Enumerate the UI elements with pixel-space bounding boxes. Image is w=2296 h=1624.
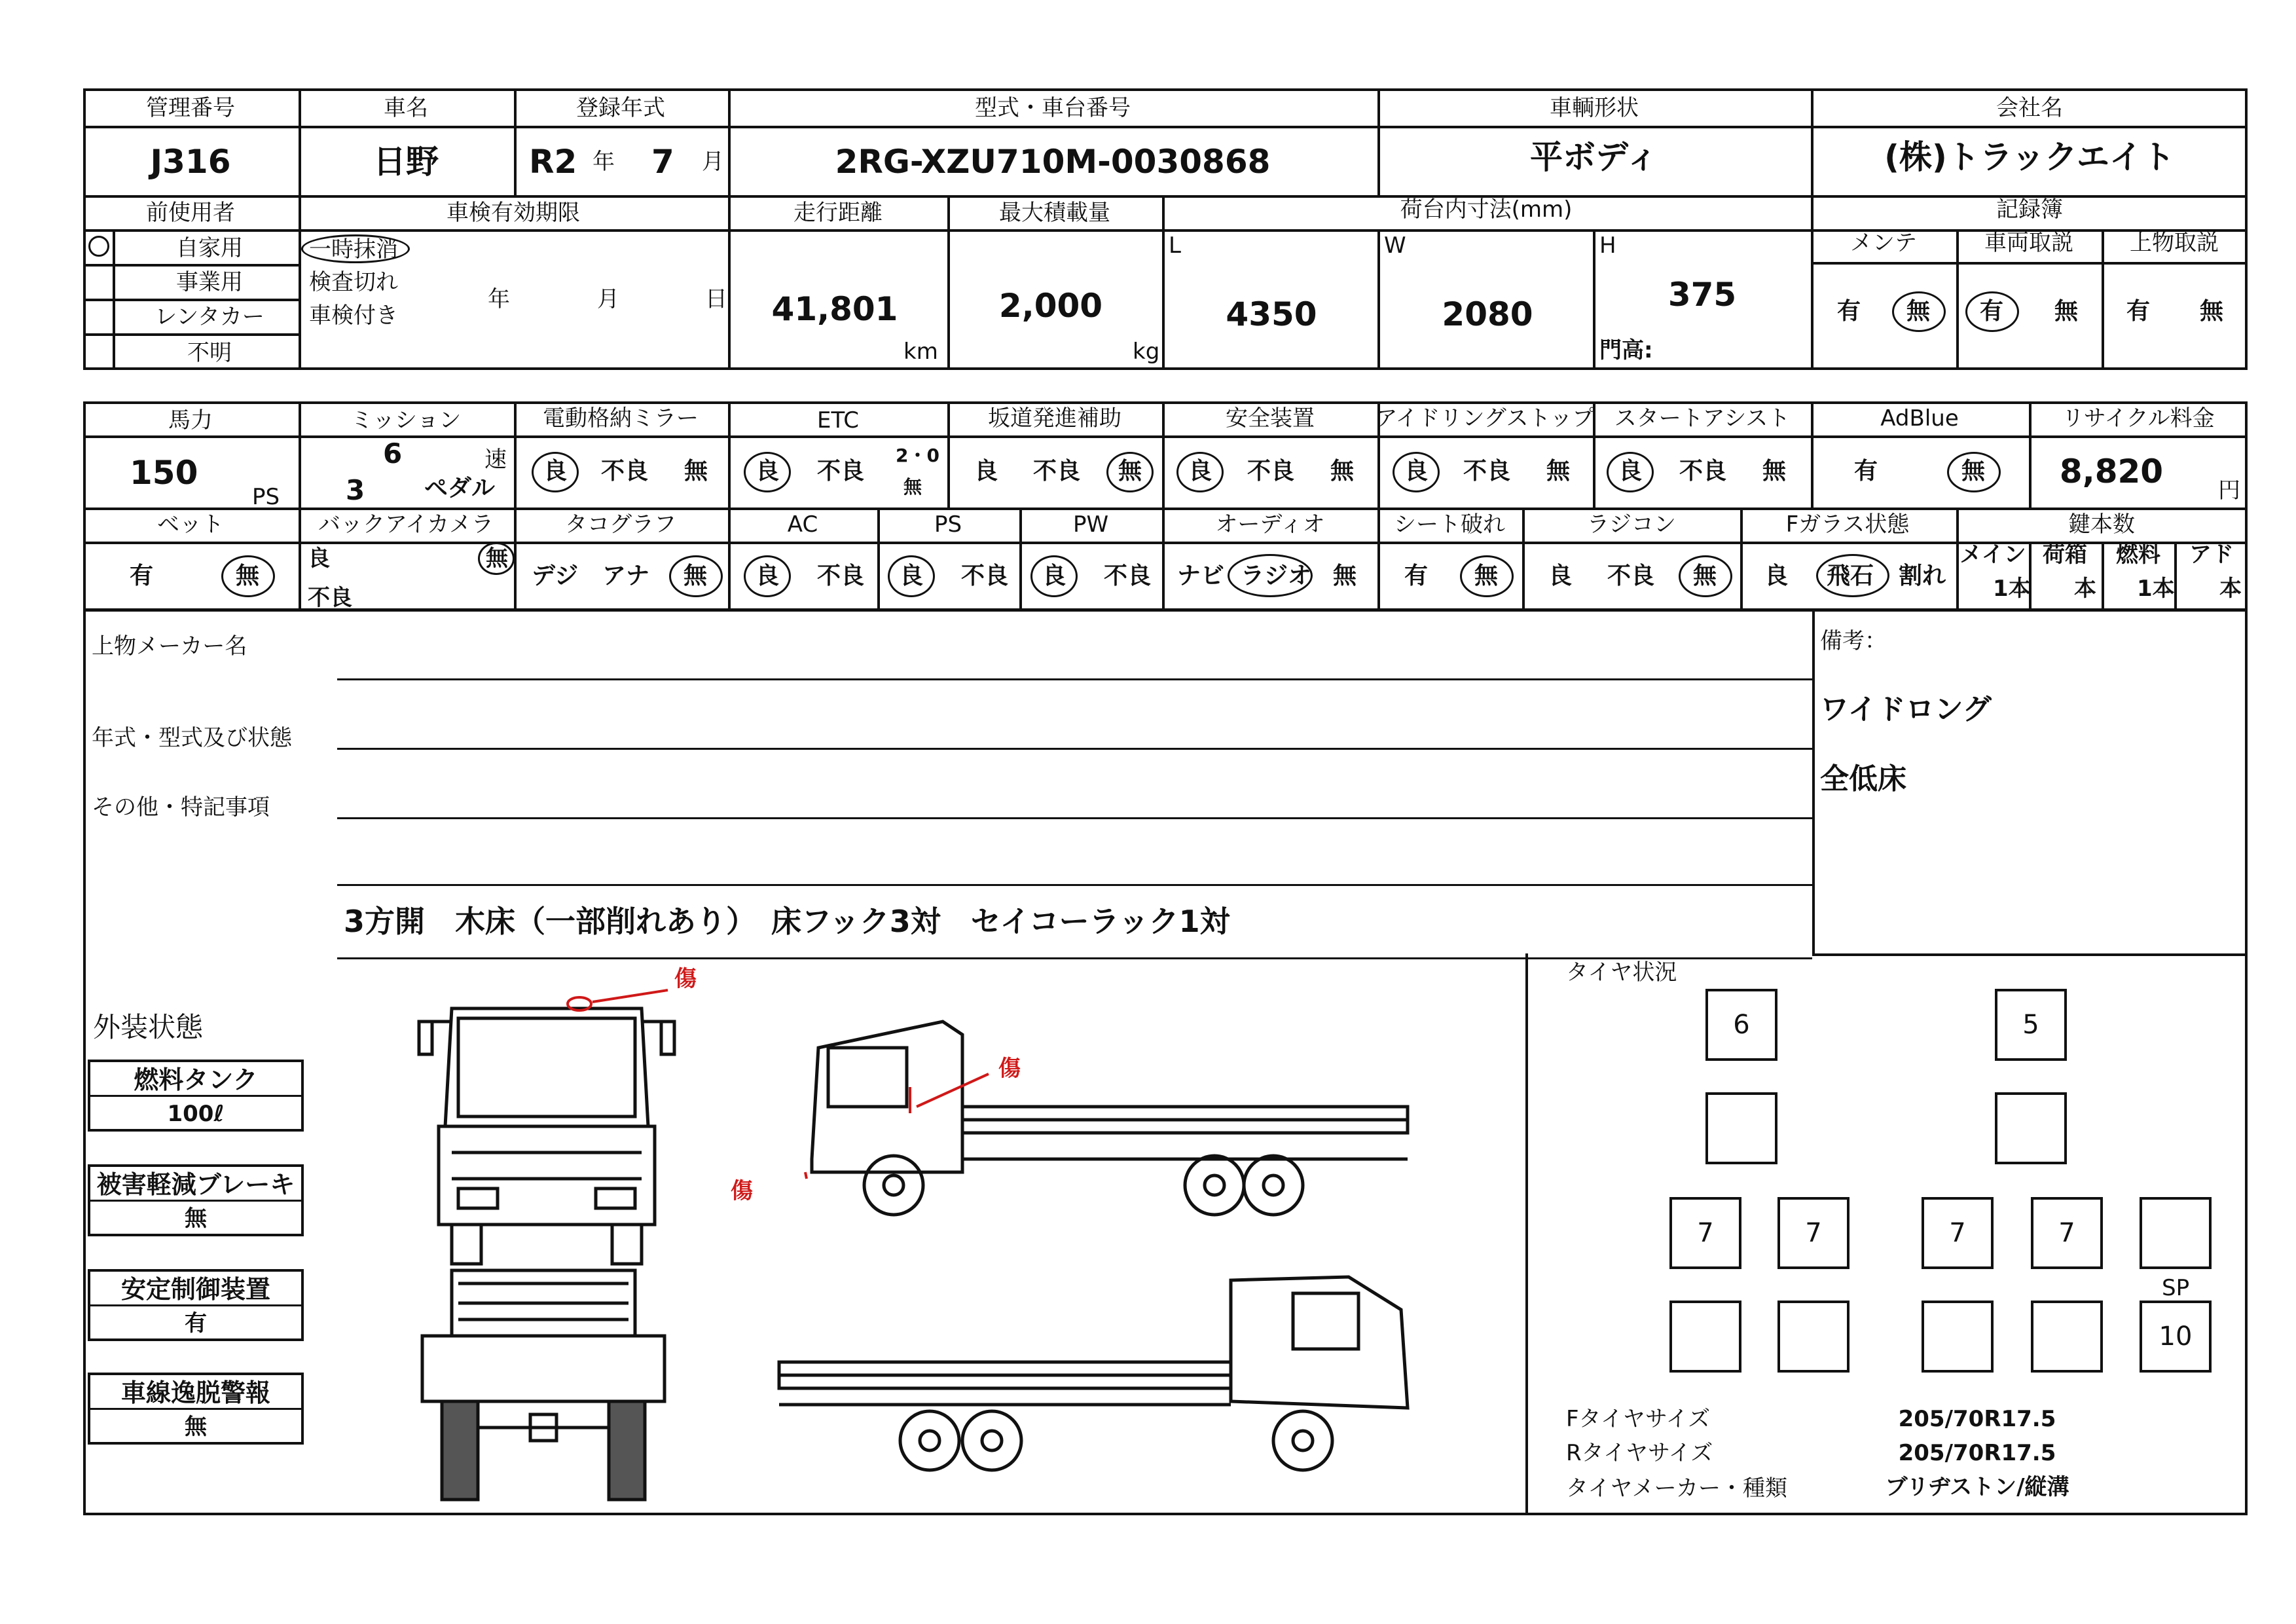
label-company: 会社名 xyxy=(1996,95,2063,121)
label-mission: ミッション xyxy=(350,407,462,434)
tire-front-right xyxy=(1995,989,2067,1061)
lane-departure-value: 無 xyxy=(185,1414,207,1440)
label-mirror: 電動格納ミラー xyxy=(543,405,699,432)
label-model: 型式・車台番号 xyxy=(975,95,1131,121)
prev-user-business: 事業用 xyxy=(176,269,243,295)
tire-maker: ブリヂストン/縦溝 xyxy=(1885,1474,2069,1500)
record-manual-yes: 有 xyxy=(1980,298,2004,325)
hill-none: 無 xyxy=(1118,458,1142,485)
mileage-unit: km xyxy=(903,339,938,365)
label-mgmt-no: 管理番号 xyxy=(146,95,235,121)
label-keys: 鍵本数 xyxy=(2068,511,2135,538)
month-unit: 月 xyxy=(702,149,724,175)
pedal-unit: ペダル xyxy=(424,475,496,502)
tire-rear-left-inner-value: 7 xyxy=(1805,1218,1822,1248)
safety-none: 無 xyxy=(1330,458,1355,485)
key-fuel-count: 1本 xyxy=(2137,576,2175,602)
adblue-yes: 有 xyxy=(1854,458,1878,485)
start-none: 無 xyxy=(1762,458,1787,485)
label-front-tire-size: Fタイヤサイズ xyxy=(1566,1406,1711,1432)
label-inspection: 車検有効期限 xyxy=(446,200,580,226)
pedal-count: 3 xyxy=(346,474,365,506)
remark-wide-long: ワイドロング xyxy=(1820,693,1992,726)
record-maint-label: メンテ xyxy=(1850,230,1917,256)
record-manual-label: 車両取説 xyxy=(1984,230,2073,256)
label-bed-size: 荷台内寸法(mm) xyxy=(1400,196,1573,223)
label-recycle: リサイクル料金 xyxy=(2062,405,2215,432)
bed-width: 2080 xyxy=(1442,295,1533,333)
radicon-good: 良 xyxy=(1548,563,1573,589)
truck-side-view-left xyxy=(812,1022,1408,1215)
tire-extra-empty xyxy=(2140,1197,2212,1269)
stability-control-label: 安定制御装置 xyxy=(120,1275,271,1304)
idle-good: 良 xyxy=(1404,458,1429,485)
label-adblue: AdBlue xyxy=(1880,405,1959,432)
label-capacity: 最大積載量 xyxy=(999,200,1110,226)
radicon-none: 無 xyxy=(1693,563,1717,589)
lane-departure-label: 車線逸脱警報 xyxy=(120,1378,271,1407)
tire-front-left-empty xyxy=(1705,1092,1777,1164)
idle-bad: 不良 xyxy=(1463,458,1511,485)
label-mileage: 走行距離 xyxy=(793,200,883,226)
label-car-name: 車名 xyxy=(384,95,428,121)
label-radicon: ラジコン xyxy=(1587,511,1676,538)
label-hill-assist: 坂道発進補助 xyxy=(988,405,1121,432)
label-audio: オーディオ xyxy=(1215,511,1325,538)
ymd-day: 日 xyxy=(705,286,727,312)
tire-rear-right-outer-value: 7 xyxy=(2058,1218,2075,1248)
damage-mark-roof: 傷 xyxy=(674,966,697,992)
label-safety: 安全装置 xyxy=(1226,405,1315,432)
glass-good: 良 xyxy=(1764,563,1789,589)
bed-w-label: W xyxy=(1384,232,1406,259)
prev-user-rental: レンタカー xyxy=(155,304,264,330)
reg-era: R2 xyxy=(529,143,577,181)
audio-none: 無 xyxy=(1333,563,1357,589)
body-shape: 平ボディ xyxy=(1530,138,1658,176)
label-tire-status: タイヤ状況 xyxy=(1566,959,1677,986)
label-idle-stop: アイドリングストップ xyxy=(1375,405,1595,432)
hp-unit: PS xyxy=(252,484,280,510)
mgmt-no: J316 xyxy=(150,143,231,181)
label-other-notes: その他・特記事項 xyxy=(92,794,270,821)
label-tachograph: タコグラフ xyxy=(565,511,676,538)
label-rear-tire-size: Rタイヤサイズ xyxy=(1566,1440,1713,1466)
bed-length: 4350 xyxy=(1226,295,1317,333)
label-hp: 馬力 xyxy=(168,407,213,434)
tire-front-left-value: 6 xyxy=(1733,1010,1750,1040)
key-main-label: メイン xyxy=(1959,542,2026,568)
tacho-none: 無 xyxy=(683,563,708,589)
label-body-shape: 車輌形状 xyxy=(1550,95,1639,121)
label-pw: PW xyxy=(1072,511,1109,538)
speed-unit: 速 xyxy=(484,447,507,473)
tire-spare xyxy=(2140,1301,2212,1373)
truck-side-view-right xyxy=(779,1277,1408,1470)
tire-front-left xyxy=(1705,989,1777,1061)
tire-rear-right-outer xyxy=(2031,1197,2103,1269)
tire-rear-left-inner xyxy=(1777,1197,1850,1269)
rear-tire-size: 205/70R17.5 xyxy=(1898,1440,2056,1466)
hill-good: 良 xyxy=(974,458,998,485)
tacho-analog: アナ xyxy=(602,563,650,589)
tire-rear2-left-outer xyxy=(1669,1301,1741,1373)
special-notes: 3方開 木床（一部削れあり） 床フック3対 セイコーラック1対 xyxy=(344,904,1230,939)
year-unit: 年 xyxy=(592,149,615,175)
etc-good: 良 xyxy=(756,458,780,485)
camera-bad: 不良 xyxy=(308,585,352,611)
mission-speed: 6 xyxy=(383,437,403,470)
idle-none: 無 xyxy=(1546,458,1571,485)
model-number: 2RG-XZU710M-0030868 xyxy=(835,143,1271,181)
camera-good: 良 xyxy=(308,545,330,572)
tire-front-right-empty xyxy=(1995,1092,2067,1164)
ac-good: 良 xyxy=(756,563,780,589)
bed-h-label: H xyxy=(1599,232,1616,259)
mirror-none: 無 xyxy=(684,458,708,485)
key-box-label: 荷箱 xyxy=(2043,542,2087,568)
safety-bad: 不良 xyxy=(1247,458,1295,485)
label-seat: シート破れ xyxy=(1394,511,1505,538)
car-name: 日野 xyxy=(373,143,439,181)
label-etc: ETC xyxy=(817,407,859,434)
ps-good: 良 xyxy=(900,563,924,589)
ps-bad: 不良 xyxy=(961,563,1009,589)
glass-chip: 飛石 xyxy=(1827,563,1874,589)
recycle-unit: 円 xyxy=(2218,477,2240,504)
collision-brake-label: 被害軽減ブレーキ xyxy=(96,1170,295,1199)
seat-none: 無 xyxy=(1474,563,1499,589)
prev-user-private: 自家用 xyxy=(176,235,243,261)
label-record: 記録簿 xyxy=(1996,196,2063,223)
tire-rear2-right-inner xyxy=(1922,1301,1994,1373)
ymd-year: 年 xyxy=(488,286,510,312)
bed-yes: 有 xyxy=(130,563,154,589)
collision-brake-value: 無 xyxy=(185,1206,207,1232)
seat-yes: 有 xyxy=(1404,563,1429,589)
tire-rear-right-inner-value: 7 xyxy=(1949,1218,1966,1248)
gate-height-label: 門高: xyxy=(1599,337,1653,363)
damage-mark-bumper: 傷 xyxy=(731,1178,753,1204)
label-exterior: 外装状態 xyxy=(93,1011,204,1043)
bed-none: 無 xyxy=(236,563,260,589)
inspection-expired: 検査切れ xyxy=(309,269,398,295)
label-body-year: 年式・型式及び状態 xyxy=(92,725,292,751)
tacho-digital: デジ xyxy=(532,563,579,589)
front-tire-size: 205/70R17.5 xyxy=(1898,1406,2056,1432)
tire-rear-right-inner xyxy=(1922,1197,1994,1269)
ymd-month: 月 xyxy=(597,286,619,312)
capacity-value: 2,000 xyxy=(998,287,1103,325)
pw-good: 良 xyxy=(1042,563,1066,589)
tire-rear2-right-outer xyxy=(2031,1301,2103,1373)
tire-spare-value: 10 xyxy=(2159,1321,2193,1352)
company-name: (株)トラックエイト xyxy=(1884,138,2175,176)
etc-note-none: 無 xyxy=(903,476,922,498)
glass-crack: 割れ xyxy=(1899,563,1946,589)
etc-note-version: 2・0 xyxy=(896,445,939,466)
fuel-tank-value: 100ℓ xyxy=(167,1101,225,1127)
ac-bad: 不良 xyxy=(817,563,865,589)
pw-bad: 不良 xyxy=(1104,563,1152,589)
record-body-manual-label: 上物取説 xyxy=(2130,230,2219,256)
spare-tire-label: SP xyxy=(2162,1275,2190,1301)
key-ad-label: アド xyxy=(2189,542,2234,568)
adblue-none: 無 xyxy=(1961,458,1986,485)
capacity-unit: kg xyxy=(1133,339,1160,365)
damage-mark-door: 傷 xyxy=(998,1056,1021,1082)
prev-user-unknown: 不明 xyxy=(187,340,232,366)
label-ac: AC xyxy=(787,511,818,538)
inspection-valid: 車検付き xyxy=(309,303,398,329)
truck-rear-view xyxy=(422,1270,665,1500)
label-reg-year: 登録年式 xyxy=(576,95,665,121)
tire-rear-left-outer-value: 7 xyxy=(1697,1218,1714,1248)
label-tire-maker: タイヤメーカー・種類 xyxy=(1566,1475,1787,1502)
label-ps: PS xyxy=(934,511,962,538)
mirror-good: 良 xyxy=(543,458,568,485)
label-prev-user: 前使用者 xyxy=(146,200,235,226)
hp-value: 150 xyxy=(130,454,198,492)
camera-none: 無 xyxy=(486,545,508,572)
key-fuel-label: 燃料 xyxy=(2116,542,2160,568)
radicon-bad: 不良 xyxy=(1607,563,1655,589)
bed-l-label: L xyxy=(1169,232,1181,259)
key-ad-count: 本 xyxy=(2219,576,2242,602)
label-bed: ベット xyxy=(157,511,224,538)
start-good: 良 xyxy=(1618,458,1643,485)
record-maint-yes: 有 xyxy=(1837,298,1861,325)
stability-control-value: 有 xyxy=(185,1310,207,1337)
key-main-count: 1本 xyxy=(1993,576,2031,602)
record-maint-no: 無 xyxy=(1906,298,1931,325)
etc-bad: 不良 xyxy=(817,458,865,485)
fuel-tank-label: 燃料タンク xyxy=(134,1065,258,1094)
tire-rear-left-outer xyxy=(1669,1197,1741,1269)
recycle-fee: 8,820 xyxy=(2059,452,2164,490)
record-body-yes: 有 xyxy=(2126,298,2151,325)
hill-bad: 不良 xyxy=(1033,458,1081,485)
tire-rear2-left-inner xyxy=(1777,1301,1850,1373)
audio-navi: ナビ xyxy=(1177,563,1225,589)
label-start-assist: スタートアシスト xyxy=(1614,405,1791,432)
label-glass: Fガラス状態 xyxy=(1785,511,1910,538)
mileage-value: 41,801 xyxy=(771,290,898,328)
mirror-bad: 不良 xyxy=(601,458,649,485)
truck-front-view xyxy=(419,1008,674,1264)
start-bad: 不良 xyxy=(1679,458,1727,485)
record-body-no: 無 xyxy=(2200,298,2224,325)
remark-full-low-floor: 全低床 xyxy=(1820,762,1906,796)
label-body-maker: 上物メーカー名 xyxy=(92,633,247,659)
tire-front-right-value: 5 xyxy=(2022,1010,2039,1040)
safety-good: 良 xyxy=(1188,458,1212,485)
key-box-count: 本 xyxy=(2074,576,2096,602)
reg-month: 7 xyxy=(651,143,674,181)
label-remarks: 備考： xyxy=(1820,628,1887,654)
audio-radio: ラジオ xyxy=(1241,563,1312,589)
record-manual-no: 無 xyxy=(2054,298,2079,325)
label-camera: バックアイカメラ xyxy=(318,511,494,538)
inspection-deregistered: 一時抹消 xyxy=(309,236,398,263)
bed-height: 375 xyxy=(1667,276,1737,314)
